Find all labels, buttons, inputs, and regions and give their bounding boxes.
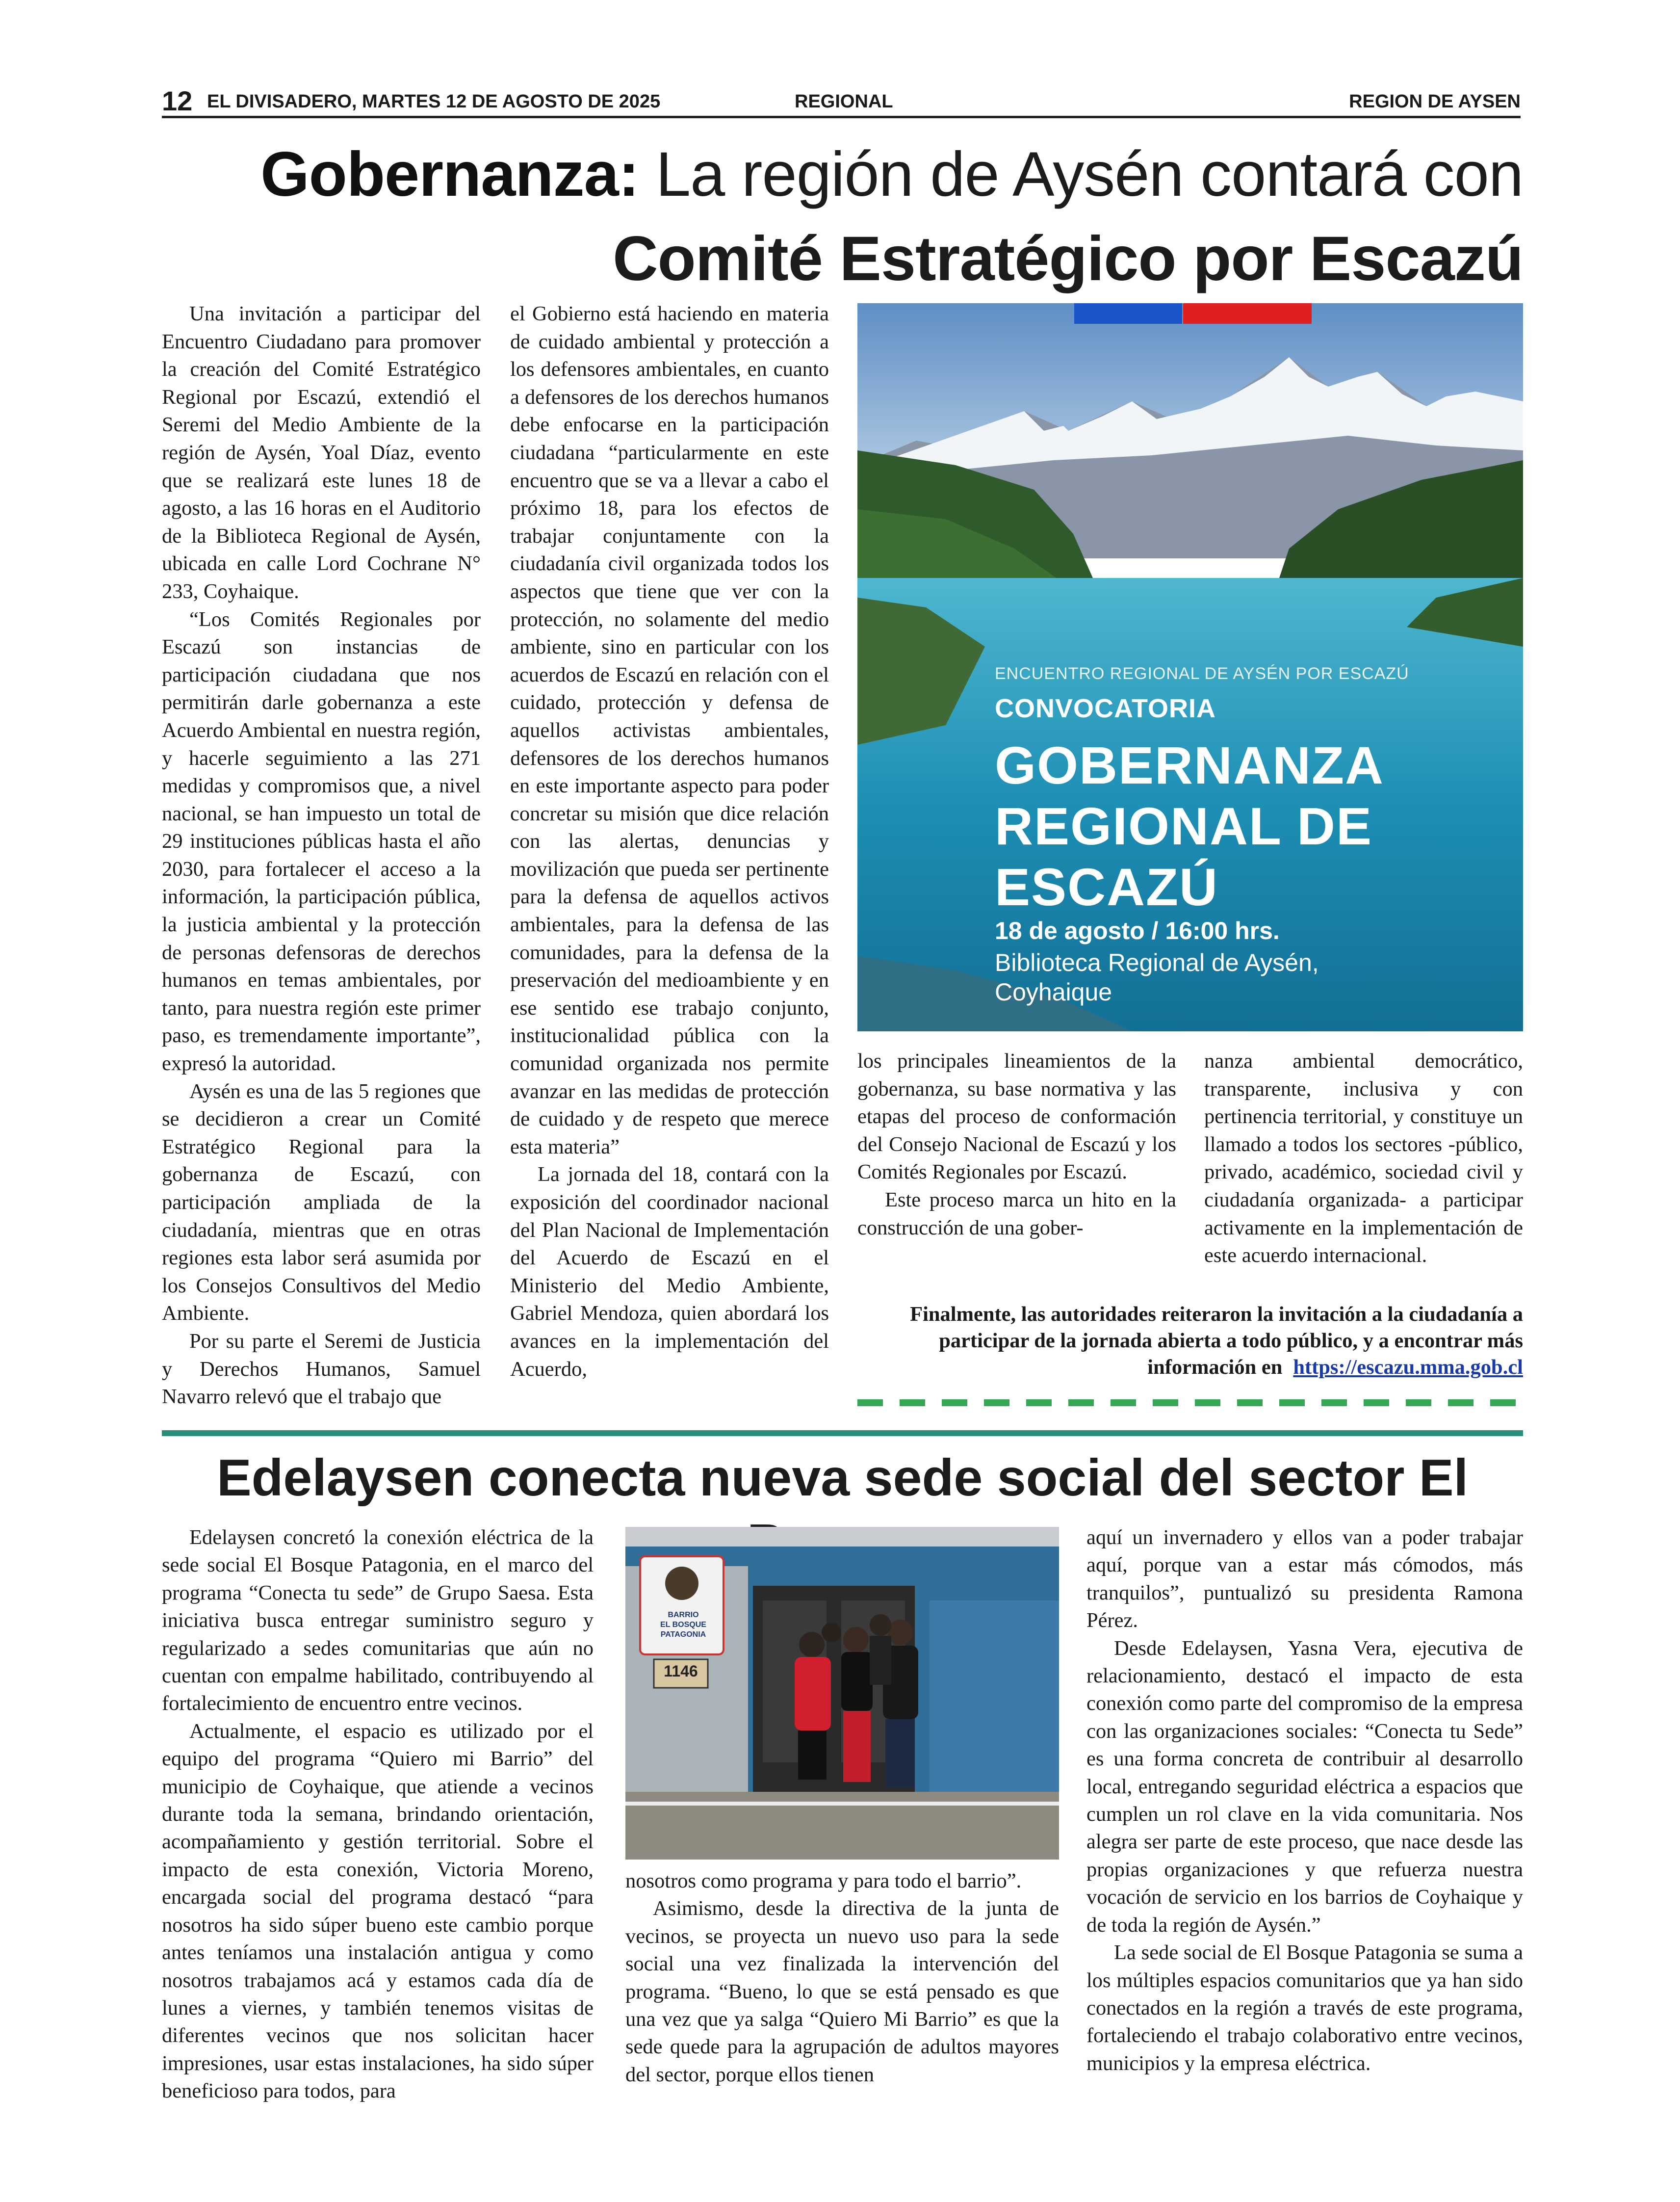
sign-line2: EL BOSQUE PATAGONIA	[660, 1621, 706, 1639]
paragraph: los principales lineamientos de la gobernanza, su base normativa y las etapas del proceso de conformación del Consejo Nacional de Escazú y los Comités Regionales por Escazú.	[857, 1049, 1176, 1184]
escazu-link[interactable]: https://escazu.mma.gob.cl	[1293, 1356, 1523, 1379]
paragraph: nanza ambiental democrático, transparente, inclusiva y con pertinencia territorial, y constituye un llamado a todos los sectores -público, privado, académico, sociedad civil y ciudadanía organizada- a participar activamente en la implementación de este acuerdo internacional.	[1204, 1049, 1523, 1267]
paragraph: La sede social de El Bosque Patagonia se suma a los múltiples espacios comunitarios que ya han sido conectados en la región a través de este programa, fortaleciendo el trabajo colaborativo entre vecinos, municipios y la empresa eléctrica.	[1086, 1941, 1523, 2075]
article1-column-4	[1204, 1048, 1523, 1270]
article1-headline	[162, 132, 1523, 301]
section-name: REGIONAL	[795, 91, 893, 112]
page-number: 12	[162, 85, 193, 116]
paragraph: aquí un invernadero y ellos van a poder trabajar aquí, porque van a estar más cómodos, más tranquilos”, puntualizó su presidenta Ramona Pérez.	[1086, 1526, 1523, 1632]
poster-datetime: 18 de agosto / 16:00 hrs.	[995, 917, 1280, 944]
paragraph: “Los Comités Regionales por Escazú son instancias de participación ciudadana que nos permitirán darle gobernanza a este Acuerdo Ambiental en nuestra región, y hacerle seguimiento a las 271 medidas y compromisos que, a nivel nacional, se han impuesto un total de 29 instituciones públicas hasta el año 2030, para fortalecer el acceso a la información, la participación pública, la justicia ambiental y la protección de personas defensoras de derechos humanos en temas ambientales, por tanto, para nuestra región este primer paso, es tremendamente importante”, expresó la autoridad.	[162, 607, 481, 1075]
article1-column-2	[510, 300, 829, 1383]
article2-column-3	[1086, 1524, 1523, 2077]
article2-headline: Edelaysen conecta nueva sede social del sector El	[216, 1449, 1469, 1507]
poster-title-line3: ESCAZÚ	[995, 857, 1219, 917]
dashed-divider	[857, 1399, 1523, 1406]
photo-sign-text	[644, 1610, 723, 1640]
poster-venue-line1: Biblioteca Regional de Aysén,	[995, 949, 1319, 976]
poster-label: CONVOCATORIA	[995, 694, 1216, 723]
poster-title	[995, 735, 1515, 918]
headline-line2: Comité Estratégico por Escazú	[613, 224, 1523, 294]
paragraph: Desde Edelaysen, Yasna Vera, ejecutiva de relacionamiento, destacó el impacto de esta conexión como parte del compromiso de la empresa con las organizaciones sociales: “Conecta tu Sede” es una forma concreta de contribuir al desarrollo local, entregando seguridad eléctrica a espacios que cumplen un rol clave en la vida comunitaria. Nos alegra ser parte de este proceso, que nace desde las propias organizaciones y que refuerza nuestra vocación de servicio en los barrios de Coyhaique y de toda la región de Aysén.”	[1086, 1636, 1523, 1937]
sign-line1: BARRIO	[668, 1611, 699, 1619]
photo-scene	[625, 1527, 1059, 1860]
paragraph: Por su parte el Seremi de Justicia y Derechos Humanos, Samuel Navarro relevó que el trabajo que	[162, 1329, 481, 1409]
poster-venue	[995, 948, 1515, 1007]
poster-title-line1: GOBERNANZA	[995, 735, 1384, 795]
event-poster	[857, 303, 1523, 1031]
article2-column-2	[625, 1867, 1059, 2089]
paragraph: Este proceso marca un hito en la construcción de una gober-	[857, 1188, 1176, 1239]
chile-flag-stripe	[1074, 303, 1312, 324]
section-rule	[162, 1430, 1523, 1436]
article1-closing	[863, 1301, 1523, 1381]
paragraph: Asimismo, desde la directiva de la junta de vecinos, se proyecta un nuevo uso para la sede social una vez finalizada la intervención del programa. “Bueno, lo que se está pensado es que una vez que ya salga “Quiero Mi Barrio” es que la sede quede para la agrupación de adultos mayores del sector, porque ellos tienen	[625, 1897, 1059, 2086]
poster-venue-line2: Coyhaique	[995, 978, 1112, 1006]
region-name: REGION DE AYSEN	[1349, 91, 1521, 112]
paragraph: Actualmente, el espacio es utilizado por el equipo del programa “Quiero mi Barrio” del municipio de Coyhaique, que atiende a vecinos durante toda la semana, brindando orientación, acompañamiento y gestión territorial. Sobre el impacto de esta conexión, Victoria Moreno, encargada social del programa destacó “para nosotros ha sido súper bueno este cambio porque antes teníamos una instalación antigua y como nosotros trabajamos acá y estamos cada día de lunes a viernes, y también tenemos visitas de diferentes vecinos que nos solicitan hacer impresiones, usar estas instalaciones, ha sido súper beneficioso para todos, para	[162, 1719, 594, 2103]
paragraph: Edelaysen concretó la conexión eléctrica de la sede social El Bosque Patagonia, en el marco del programa “Conecta tu sede” de Grupo Saesa. Esta iniciativa busca entregar suministro seguro y regularizado a sedes comunitarias que aún no cuentan con empalme habilitado, contribuyendo al fortalecimiento de encuentro entre vecinos.	[162, 1526, 594, 1715]
publication-date: EL DIVISADERO, MARTES 12 DE AGOSTO DE 2025	[207, 91, 661, 112]
article1-column-3	[857, 1048, 1176, 1242]
house-number: 1146	[664, 1662, 698, 1680]
page-header	[162, 86, 1521, 118]
paragraph: el Gobierno está haciendo en materia de cuidado ambiental y protección a los defensores ambientales, en cuanto a defensores de los derechos humanos debe enfocarse en la participación ciudadana “particularmente en este encuentro que se va a llevar a cabo el próximo 18, para los efectos de trabajar conjuntamente con la ciudadanía civil organizada todos los aspectos que tiene que ver con la protección, no solamente del medio ambiente, sino en particular con los acuerdos de Escazú en relación con el cuidado, protección y defensa de aquellos activistas ambientales, defensores de los derechos humanos en este importante aspecto para poder concretar su misión que dice relación con las alertas, denuncias y movilización que pueda ser pertinente para la defensa de aquellos activos ambientales, para la defensa de las comunidades, para la defensa de la preservación del medioambiente y en ese sentido ese trabajo conjunto, institucionalidad pública con la comunidad organizada nos permite avanzar en las medidas de protección de cuidado y de respeto que merece esta materia”	[510, 302, 829, 1158]
headline-line1: La región de Aysén contará con	[655, 139, 1523, 210]
community-photo	[625, 1527, 1059, 1860]
paragraph: Aysén es una de las 5 regiones que se decidieron a crear un Comité Estratégico Regional para la gobernanza de Escazú, con participación ampliada de la ciudadanía, mientras que en otras regiones esta labor será asumida por los Consejos Consultivos del Medio Ambiente.	[162, 1079, 481, 1325]
paragraph: nosotros como programa y para todo el barrio”.	[625, 1869, 1022, 1892]
poster-title-line2: REGIONAL DE	[995, 796, 1373, 856]
paragraph: Una invitación a participar del Encuentro Ciudadano para promover la creación del Comité Estratégico Regional por Escazú, extendió el Seremi del Medio Ambiente de la región de Aysén, Yoal Díaz, evento que se realizará este lunes 18 de agosto, a las 16 horas en el Auditorio de la Biblioteca Regional de Aysén, ubicada en calle Lord Cochrane N° 233, Coyhaique.	[162, 302, 481, 603]
article2-column-1	[162, 1524, 594, 2105]
paragraph: La jornada del 18, contará con la exposición del coordinador nacional del Plan Nacional de Implementación del Acuerdo de Escazú en el Ministerio del Medio Ambiente, Gabriel Mendoza, quien abordará los avances en la implementación del Acuerdo,	[510, 1163, 829, 1381]
poster-subtitle: ENCUENTRO REGIONAL DE AYSÉN POR ESCAZÚ	[995, 664, 1409, 683]
headline-kicker: Gobernanza:	[260, 139, 639, 210]
closing-text: Finalmente, las autoridades reiteraron la invitación a la ciudadanía a participar de la jornada abierta a todo público, y a encontrar más información en	[910, 1303, 1523, 1379]
article1-column-1	[162, 300, 481, 1411]
